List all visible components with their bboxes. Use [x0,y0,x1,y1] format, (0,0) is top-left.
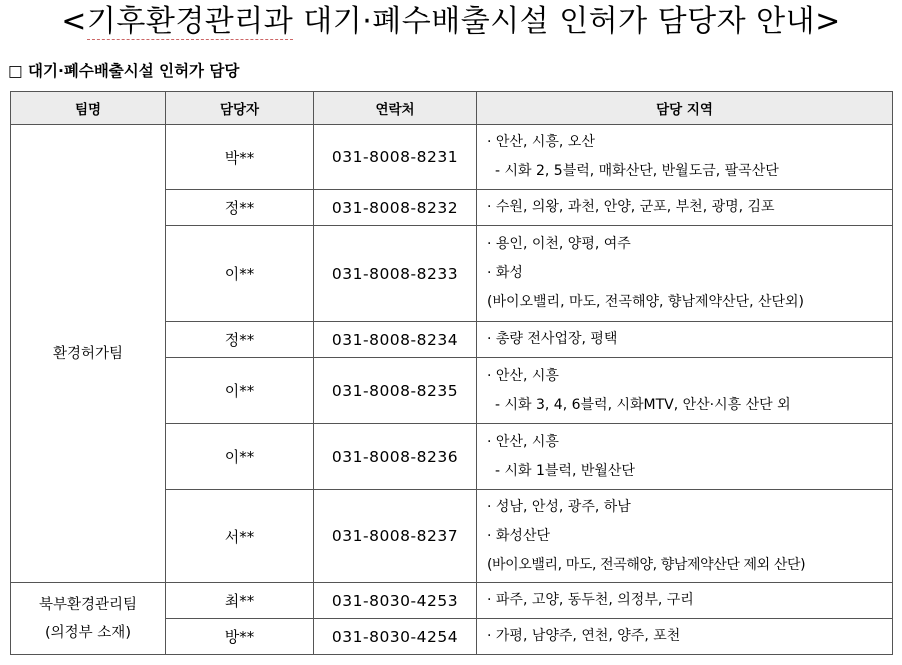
region-line: · 안산, 시흥 [487,367,559,384]
table-row [11,583,893,619]
team-permit-cell [11,125,166,583]
region-cell [477,322,893,358]
person-cell: 서** [166,490,314,583]
person-cell: 이** [166,226,314,322]
header-person: 담당자 [166,92,314,125]
region-line: · 안산, 시흥 [487,433,559,450]
team-location: (의정부 소재) [45,624,131,641]
phone-cell: 031-8030-4254 [314,619,477,655]
phone-cell: 031-8008-8232 [314,190,477,226]
person-cell: 이** [166,358,314,424]
person-cell: 최** [166,583,314,619]
region-line: · 성남, 안성, 광주, 하남 [487,498,631,515]
team-north-cell [11,583,166,655]
person-cell: 정** [166,190,314,226]
region-cell [477,190,893,226]
header-contact: 연락처 [314,92,477,125]
region-cell [477,619,893,655]
region-cell [477,583,893,619]
phone-cell: 031-8008-8236 [314,424,477,490]
region-line: - 시화 3, 4, 6블럭, 시화MTV, 안산·시흥 산단 외 [495,396,791,413]
region-cell [477,424,893,490]
phone-cell: 031-8008-8233 [314,226,477,322]
phone-cell: 031-8030-4253 [314,583,477,619]
person-cell: 정** [166,322,314,358]
region-line: · 가평, 남양주, 연천, 양주, 포천 [487,628,681,644]
table-header-row [11,92,893,125]
region-line: · 용인, 이천, 양평, 여주 [487,236,631,252]
phone-cell: 031-8008-8237 [314,490,477,583]
person-cell: 이** [166,424,314,490]
title-close-bracket: > [815,4,841,39]
region-cell [477,358,893,424]
region-cell [477,226,893,322]
region-line: - 시화 1블럭, 반월산단 [495,462,635,479]
contact-table [10,91,893,655]
region-line: (바이오밸리, 마도, 전곡해양, 향남제약산단 제외 산단) [487,556,806,573]
region-line: · 안산, 시흥, 오산 [487,134,595,150]
person-cell: 방** [166,619,314,655]
table-row [11,125,893,190]
region-line: (바이오밸리, 마도, 전곡해양, 향남제약산단, 산단외) [487,294,805,310]
region-line: · 파주, 고양, 동두천, 의정부, 구리 [487,592,694,608]
phone-cell: 031-8008-8235 [314,358,477,424]
title-open-bracket: < [61,4,87,39]
header-region: 담당 지역 [477,92,893,125]
page-title [0,2,902,42]
team-name: 북부환경관리팀 [38,596,138,613]
person-cell: 박** [166,125,314,190]
region-line: · 화성산단 [487,527,550,544]
title-rest: 대기·폐수배출시설 인허가 담당자 안내 [293,4,816,39]
team-name: 환경허가팀 [52,345,124,362]
region-line: · 화성 [487,265,523,281]
region-line: · 수원, 의왕, 과천, 안양, 군포, 부천, 광명, 김포 [487,199,775,215]
phone-cell: 031-8008-8234 [314,322,477,358]
section-heading: □ 대기·폐수배출시설 인허가 담당 [8,62,240,80]
phone-cell: 031-8008-8231 [314,125,477,190]
region-line: · 총량 전사업장, 평택 [487,331,618,347]
region-cell [477,490,893,583]
title-department: 기후환경관리과 [86,4,294,39]
region-cell [477,125,893,190]
region-line: - 시화 2, 5블럭, 매화산단, 반월도금, 팔곡산단 [495,163,779,179]
header-team: 팀명 [11,92,166,125]
